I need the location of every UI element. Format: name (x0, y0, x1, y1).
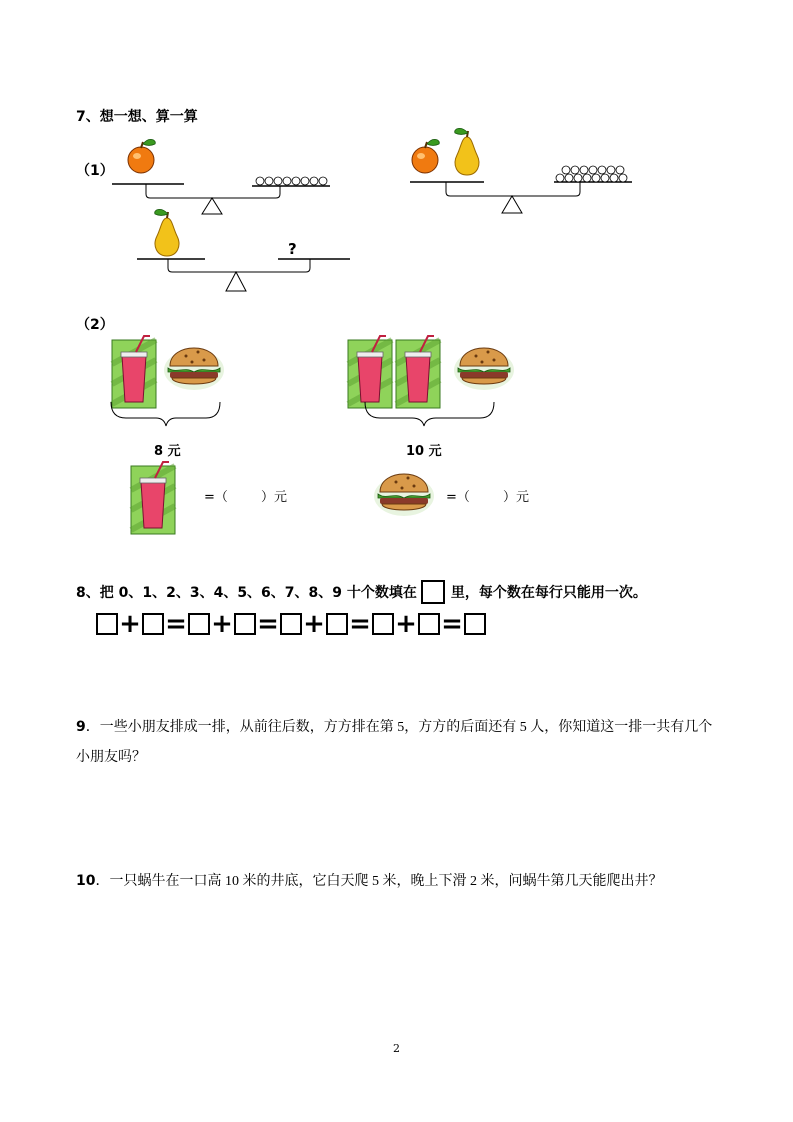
question-10-text: ．一只蜗牛在一口高 10 米的井底，它白天爬 5 米，晚上下滑 2 米，问蜗牛第几天能爬出井？ (95, 874, 663, 889)
part-2-label: （2） (76, 317, 114, 333)
question-10-number: 10 (76, 873, 96, 889)
answer-box[interactable] (464, 613, 486, 635)
burger-icon (374, 474, 434, 516)
combo-left (111, 336, 224, 426)
question-mark: ? (288, 240, 297, 258)
pear-icon (455, 128, 479, 175)
answer-box[interactable] (234, 613, 256, 635)
operator: = (349, 609, 371, 639)
question-9 (76, 712, 726, 773)
answer-box[interactable] (96, 613, 118, 635)
answer-box[interactable] (326, 613, 348, 635)
bead-pile (556, 166, 627, 182)
question-9-text: ．一些小朋友排成一排，从前往后数，方方排在第 5，方方的后面还有 5 人，你知道这一排一共有几个小朋友吗？ (76, 720, 713, 765)
balance-scale-2 (410, 128, 632, 213)
price-right: 10 元 (406, 444, 442, 459)
operator: = (165, 609, 187, 639)
blank-box-icon (421, 580, 445, 604)
operator: = (441, 609, 463, 639)
drink-icon (396, 336, 440, 408)
price-left: 8 元 (154, 444, 181, 459)
apple-icon (128, 139, 155, 173)
apple-icon (412, 139, 439, 173)
answer-box[interactable] (142, 613, 164, 635)
page-number: 2 (393, 1042, 400, 1055)
drink-icon (112, 336, 156, 408)
question-10 (76, 866, 726, 897)
answer-box[interactable] (188, 613, 210, 635)
burger-price-blank: =（ ）元 (446, 490, 529, 505)
answer-box[interactable] (372, 613, 394, 635)
operator: + (211, 609, 233, 639)
combo-right (348, 336, 514, 426)
question-8-prefix: 8、把 0、1、2、3、4、5、6、7、8、9 十个数填在 (76, 585, 417, 601)
operator: + (303, 609, 325, 639)
pear-icon (155, 209, 179, 256)
bead-row (256, 177, 327, 185)
drink-icon (348, 336, 392, 408)
question-9-number: 9 (76, 719, 86, 735)
balance-scale-1 (112, 139, 330, 214)
burger-icon (164, 348, 224, 390)
question-8-suffix: 里，每个数在每行只能用一次。 (450, 585, 647, 601)
operator: + (395, 609, 417, 639)
operator: = (257, 609, 279, 639)
box-equation (96, 609, 486, 639)
question-7-title: 7、想一想、算一算 (76, 109, 198, 125)
answer-box[interactable] (418, 613, 440, 635)
burger-icon (454, 348, 514, 390)
part-1-label: （1） (76, 163, 114, 179)
operator: + (119, 609, 141, 639)
answer-box[interactable] (280, 613, 302, 635)
drink-price-blank: =（ ）元 (204, 490, 287, 505)
balance-scale-3 (137, 209, 350, 291)
question-8 (76, 580, 647, 604)
drink-icon (131, 462, 175, 534)
